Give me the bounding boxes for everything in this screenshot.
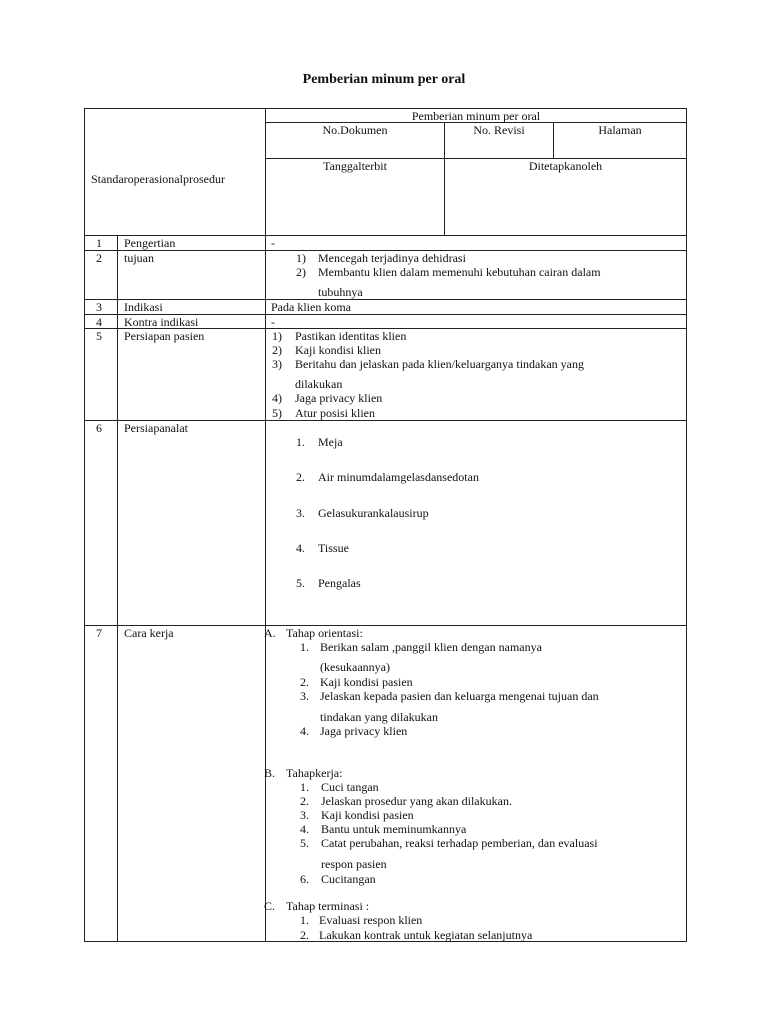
list-item-continuation: respon pasien	[321, 857, 387, 871]
row-label: Persiapanalat	[124, 421, 188, 435]
list-number: 4.	[296, 541, 305, 555]
row-label: Persiapan pasien	[124, 329, 205, 343]
list-number: 2)	[272, 343, 282, 357]
list-item: Kaji kondisi pasien	[320, 675, 413, 689]
list-number: 2)	[296, 265, 306, 279]
list-item: Atur posisi klien	[295, 406, 375, 420]
list-item: Kaji kondisi klien	[295, 343, 381, 357]
document-title: Pemberian minum per oral	[302, 72, 466, 87]
list-item: Air minumdalamgelasdansedotan	[318, 470, 479, 484]
list-number: 3)	[272, 357, 282, 371]
list-item: Meja	[318, 435, 343, 449]
list-item: Evaluasi respon klien	[319, 913, 423, 927]
row-number: 4	[96, 315, 102, 329]
list-item: Cucitangan	[321, 872, 376, 886]
row-value: Pada klien koma	[271, 300, 351, 314]
list-number: 2.	[300, 928, 309, 942]
list-item: Jelaskan kepada pasien dan keluarga mengenai tujuan dan	[320, 689, 599, 703]
section-heading: Tahap terminasi :	[286, 899, 370, 913]
list-number: 3.	[300, 808, 309, 822]
row-number: 6	[96, 421, 102, 435]
list-number: 5.	[300, 836, 309, 850]
list-number: 3.	[300, 689, 309, 703]
row-label: Indikasi	[124, 300, 163, 314]
row-number: 2	[96, 251, 102, 265]
row-value: -	[271, 236, 275, 250]
list-number: 2.	[296, 470, 305, 484]
list-item-continuation: (kesukaannya)	[320, 660, 390, 674]
list-item: Jelaskan prosedur yang akan dilakukan.	[321, 794, 512, 808]
list-item-continuation: tubuhnya	[318, 285, 363, 299]
list-number: 5.	[296, 576, 305, 590]
list-item: Mencegah terjadinya dehidrasi	[318, 251, 466, 265]
row-number: 1	[96, 236, 102, 250]
section-letter: B.	[264, 766, 276, 780]
list-number: 4.	[300, 724, 309, 738]
list-item: Jaga privacy klien	[295, 391, 383, 405]
list-item: Pengalas	[318, 576, 361, 590]
list-item: Bantu untuk meminumkannya	[321, 822, 467, 836]
list-number: 1)	[272, 329, 282, 343]
list-number: 1.	[300, 913, 309, 927]
row-number: 3	[96, 300, 102, 314]
row-value: -	[271, 315, 275, 329]
list-item-continuation: tindakan yang dilakukan	[320, 710, 438, 724]
row-label: Kontra indikasi	[124, 315, 199, 329]
section-heading: Tahapkerja:	[286, 766, 343, 780]
row-label: Pengertian	[124, 236, 176, 250]
section-heading: Tahap orientasi:	[286, 626, 363, 640]
list-number: 2.	[300, 675, 309, 689]
list-number: 1.	[300, 640, 309, 654]
list-number: 4)	[272, 391, 282, 405]
no-dokumen-label: No.Dokumen	[322, 123, 388, 137]
list-item: Membantu klien dalam memenuhi kebutuhan cairan dalam	[318, 265, 601, 279]
row-number: 7	[96, 626, 102, 640]
row-label: Cara kerja	[124, 626, 174, 640]
list-item: Jaga privacy klien	[320, 724, 408, 738]
section-letter: A.	[264, 626, 276, 640]
list-number: 3.	[296, 506, 305, 520]
list-number: 4.	[300, 822, 309, 836]
list-item: Berikan salam ,panggil klien dengan namanya	[320, 640, 542, 654]
list-item-continuation: dilakukan	[295, 377, 343, 391]
list-number: 5)	[272, 406, 282, 420]
list-item: Kaji kondisi pasien	[321, 808, 414, 822]
ditetapkan-oleh-label: Ditetapkanoleh	[528, 159, 603, 173]
tanggal-terbit-label: Tanggalterbit	[323, 159, 387, 173]
procedure-name: Pemberian minum per oral	[411, 109, 541, 123]
row-number: 5	[96, 329, 102, 343]
list-number: 1.	[300, 780, 309, 794]
no-revisi-label: No. Revisi	[473, 123, 525, 137]
section-letter: C.	[264, 899, 276, 913]
list-number: 2.	[300, 794, 309, 808]
list-item: Lakukan kontrak untuk kegiatan selanjutnya	[319, 928, 533, 942]
list-number: 6.	[300, 872, 309, 886]
halaman-label: Halaman	[598, 123, 642, 137]
row-label: tujuan	[124, 251, 154, 265]
list-number: 1.	[296, 435, 305, 449]
list-item: Cuci tangan	[321, 780, 379, 794]
list-item: Tissue	[318, 541, 349, 555]
list-item: Catat perubahan, reaksi terhadap pemberian, dan evaluasi	[321, 836, 598, 850]
list-number: 1)	[296, 251, 306, 265]
sop-label: Standaroperasionalprosedur	[91, 172, 225, 186]
list-item: Pastikan identitas klien	[295, 329, 407, 343]
list-item: Beritahu dan jelaskan pada klien/keluarganya tindakan yang	[295, 357, 585, 371]
list-item: Gelasukurankalausirup	[318, 506, 429, 520]
